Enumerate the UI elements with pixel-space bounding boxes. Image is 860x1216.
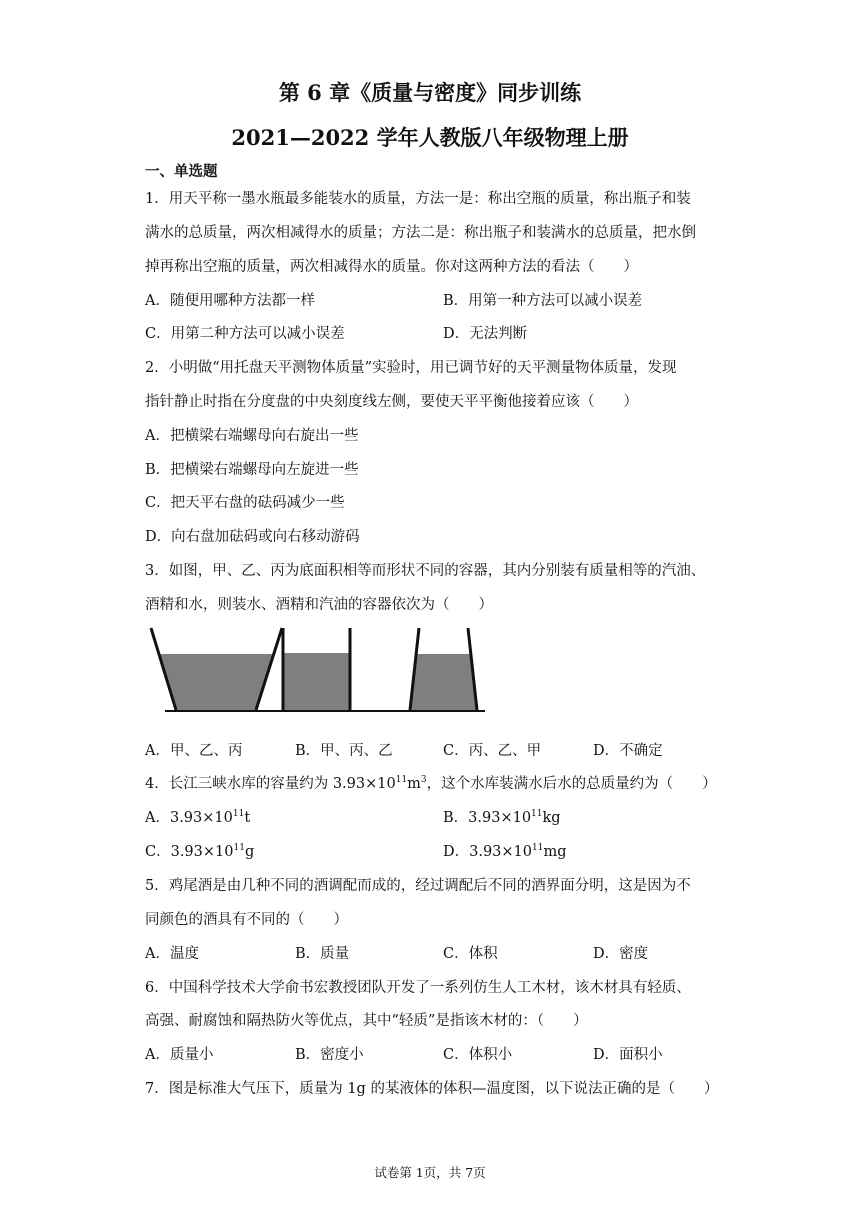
page-subtitle: 2021—2022 学年人教版八年级物理上册 <box>231 125 629 150</box>
question-3-option-c: C．丙、乙、甲 <box>443 743 542 759</box>
question-1-option-d: D．无法判断 <box>443 326 528 342</box>
question-1-option-a: A．随便用哪种方法都一样 <box>145 293 315 309</box>
question-1-line-2: 满水的总质量，两次相减得水的质量；方法二是：称出瓶子和装满水的总质量，把水倒 <box>145 225 696 241</box>
page-title: 第 6 章《质量与密度》同步训练 <box>278 80 582 105</box>
option-a-value: A．3.93×10 <box>145 810 233 826</box>
question-4-unit: m <box>407 776 421 792</box>
option-c-exponent: 11 <box>233 843 245 854</box>
question-6-line-2: 高强、耐腐蚀和隔热防火等优点，其中“轻质”是指该木材的：（ ） <box>145 1013 588 1029</box>
question-6-option-a: A．质量小 <box>145 1047 214 1063</box>
question-5-option-c: C．体积 <box>443 946 498 962</box>
option-a-exponent: 11 <box>232 809 245 820</box>
question-1-option-c: C．用第二种方法可以减小误差 <box>145 326 345 342</box>
question-3-option-d: D．不确定 <box>593 743 663 759</box>
question-4-unit-exponent: 3 <box>420 775 427 786</box>
option-b-exponent: 11 <box>531 809 543 820</box>
question-6-line-1: 6．中国科学技术大学俞书宏教授团队开发了一系列仿生人工木材，该木材具有轻质、 <box>145 980 691 996</box>
question-3-option-b: B．甲、丙、乙 <box>295 743 393 759</box>
containers-figure <box>145 622 490 720</box>
option-b-value: B．3.93×10 <box>443 810 532 826</box>
option-d-value: D．3.93×10 <box>443 844 533 860</box>
question-4-text-pre: 4．长江三峡水库的容量约为 3.93×10 <box>145 776 396 792</box>
question-4-text-post: ，这个水库装满水后水的总质量约为（ ） <box>426 776 717 792</box>
question-2-line-2: 指针静止时指在分度盘的中央刻度线左侧，要使天平平衡他接着应该（ ） <box>145 394 638 410</box>
container-bing-liquid <box>411 654 476 710</box>
question-4-option-b <box>443 806 561 827</box>
question-7-line-1: 7．图是标准大气压下，质量为 1g 的某液体的体积—温度图，以下说法正确的是（ ） <box>145 1081 719 1097</box>
question-4-option-c <box>145 840 254 861</box>
question-4-option-a <box>145 806 250 827</box>
option-d-exponent: 11 <box>532 843 544 854</box>
option-c-unit: g <box>244 844 255 860</box>
question-1-option-b: B．用第一种方法可以减小误差 <box>443 293 643 309</box>
question-1-line-3: 掉再称出空瓶的质量，两次相减得水的质量。你对这两种方法的看法（ ） <box>145 259 638 275</box>
section-heading: 一、单选题 <box>145 163 218 180</box>
option-c-value: C．3.93×10 <box>145 844 234 860</box>
option-d-unit: mg <box>543 844 567 860</box>
question-5-line-2: 同颜色的酒具有不同的（ ） <box>145 912 348 928</box>
question-5-option-d: D．密度 <box>593 946 649 962</box>
question-5-option-a: A．温度 <box>145 946 199 962</box>
question-5-option-b: B．质量 <box>295 946 350 962</box>
question-5-line-1: 5．鸡尾酒是由几种不同的酒调配而成的，经过调配后不同的酒界面分明，这是因为不 <box>145 878 691 894</box>
page-footer: 试卷第 1页，共 7页 <box>374 1165 486 1180</box>
question-4-exponent: 11 <box>395 775 408 786</box>
question-2-line-1: 2．小明做“用托盘天平测物体质量”实验时，用已调节好的天平测量物体质量，发现 <box>145 360 677 376</box>
question-2-option-b: B．把横梁右端螺母向左旋进一些 <box>145 462 359 478</box>
question-3-line-1: 3．如图，甲、乙、丙为底面积相等而形状不同的容器，其内分别装有质量相等的汽油、 <box>145 563 706 579</box>
option-b-unit: kg <box>542 810 561 826</box>
question-6-option-d: D．面积小 <box>593 1047 663 1063</box>
question-6-option-b: B．密度小 <box>295 1047 364 1063</box>
question-3-option-a: A．甲、乙、丙 <box>145 743 243 759</box>
question-3-line-2: 酒精和水，则装水、酒精和汽油的容器依次为（ ） <box>145 597 493 613</box>
question-1-line-1: 1．用天平称一墨水瓶最多能装水的质量，方法一是：称出空瓶的质量，称出瓶子和装 <box>145 191 691 207</box>
question-4-option-d <box>443 840 567 861</box>
question-4-line-1 <box>145 772 717 793</box>
container-yi-liquid <box>284 653 349 710</box>
question-2-option-d: D．向右盘加砝码或向右移动游码 <box>145 529 360 545</box>
question-2-option-c: C．把天平右盘的砝码减少一些 <box>145 495 345 511</box>
question-6-option-c: C．体积小 <box>443 1047 513 1063</box>
question-2-option-a: A．把横梁右端螺母向右旋出一些 <box>145 428 359 444</box>
option-a-unit: t <box>244 810 251 826</box>
